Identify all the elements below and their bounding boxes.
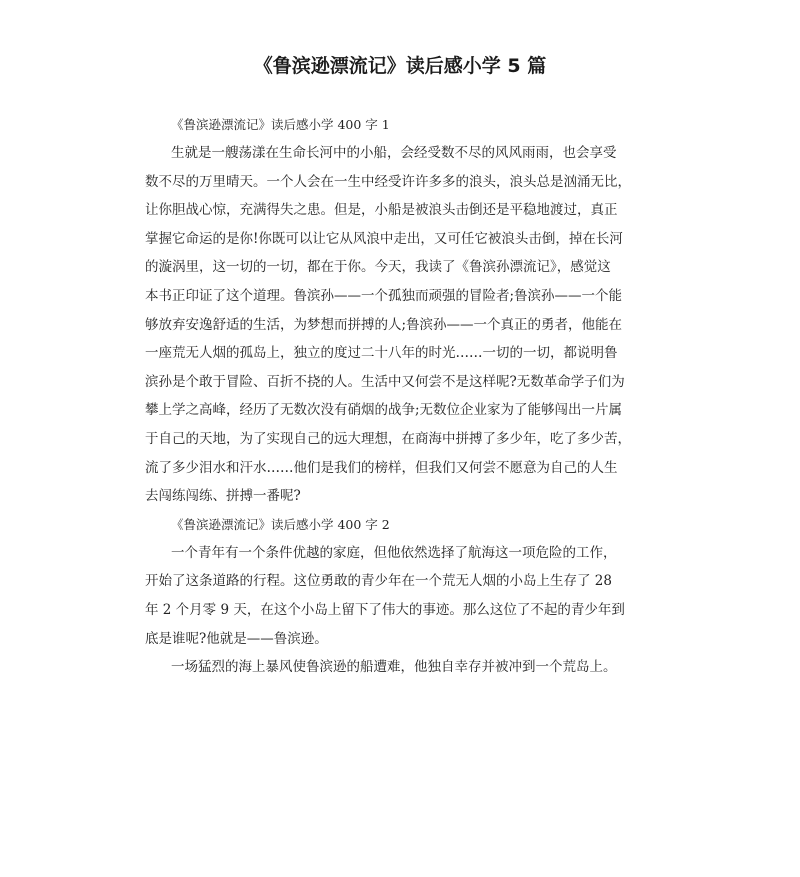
text-line: 于自己的天地，为了实现自己的远大理想，在商海中拼搏了多少年，吃了多少苦， bbox=[145, 430, 631, 447]
text-line: 流了多少泪水和汗水……他们是我们的榜样，但我们又何尝不愿意为自己的人生 bbox=[145, 459, 618, 476]
text-line: 一个青年有一个条件优越的家庭，但他依然选择了航海这一项危险的工作， bbox=[171, 544, 617, 561]
text-line: 让你胆战心惊，充满得失之患。但是，小船是被浪头击倒还是平稳地渡过，真正 bbox=[145, 202, 618, 219]
section-heading: 《鲁滨逊漂流记》读后感小学 400 字 1 bbox=[171, 117, 390, 132]
document-title: 《鲁滨逊漂流记》读后感小学 5 篇 bbox=[253, 55, 547, 77]
text-line: 去闯练闯练、拼搏一番呢? bbox=[145, 488, 301, 505]
text-line: 年 2 个月零 9 天，在这个小岛上留下了伟大的事迹。那么这位了不起的青少年到 bbox=[145, 601, 625, 618]
section-heading: 《鲁滨逊漂流记》读后感小学 400 字 2 bbox=[171, 516, 390, 532]
text-line: 滨孙是个敢于冒险、百折不挠的人。生活中又何尝不是这样呢?无数革命学子们为 bbox=[145, 373, 625, 390]
text-line: 掌握它命运的是你!你既可以让它从风浪中走出，又可任它被浪头击倒，掉在长河 bbox=[145, 230, 623, 247]
document-body bbox=[145, 111, 665, 682]
text-line: 开始了这条道路的行程。这位勇敢的青少年在一个荒无人烟的小岛上生存了 28 bbox=[145, 573, 612, 590]
text-line: 攀上学之高峰，经历了无数次没有硝烟的战争;无数位企业家为了能够闯出一片属 bbox=[145, 402, 623, 419]
paragraph bbox=[145, 539, 665, 653]
text-line: 的漩涡里，这一切的一切，都在于你。今天，我读了《鲁滨孙漂流记》，感觉这 bbox=[145, 259, 611, 276]
text-line: 底是谁呢?他就是——鲁滨逊。 bbox=[145, 630, 328, 647]
text-line: 本书正印证了这个道理。鲁滨孙——一个孤独而顽强的冒险者;鲁滨孙——一个能 bbox=[145, 287, 623, 304]
text-line: 够放弃安逸舒适的生活，为梦想而拼搏的人;鲁滨孙——一个真正的勇者，他能在 bbox=[145, 316, 623, 333]
text-line: 一场猛烈的海上暴风使鲁滨逊的船遭难，他独自幸存并被冲到一个荒岛上。 bbox=[171, 659, 617, 676]
text-line: 生就是一艘荡漾在生命长河中的小船，会经受数不尽的风风雨雨，也会享受 bbox=[171, 145, 617, 161]
text-line: 数不尽的万里晴天。一个人会在一生中经受许许多多的浪头，浪头总是汹涌无比， bbox=[145, 173, 631, 190]
paragraph bbox=[145, 653, 665, 682]
paragraph bbox=[145, 139, 665, 511]
text-line: 一座荒无人烟的孤岛上，独立的度过二十八年的时光……一切的一切，都说明鲁 bbox=[145, 345, 618, 362]
